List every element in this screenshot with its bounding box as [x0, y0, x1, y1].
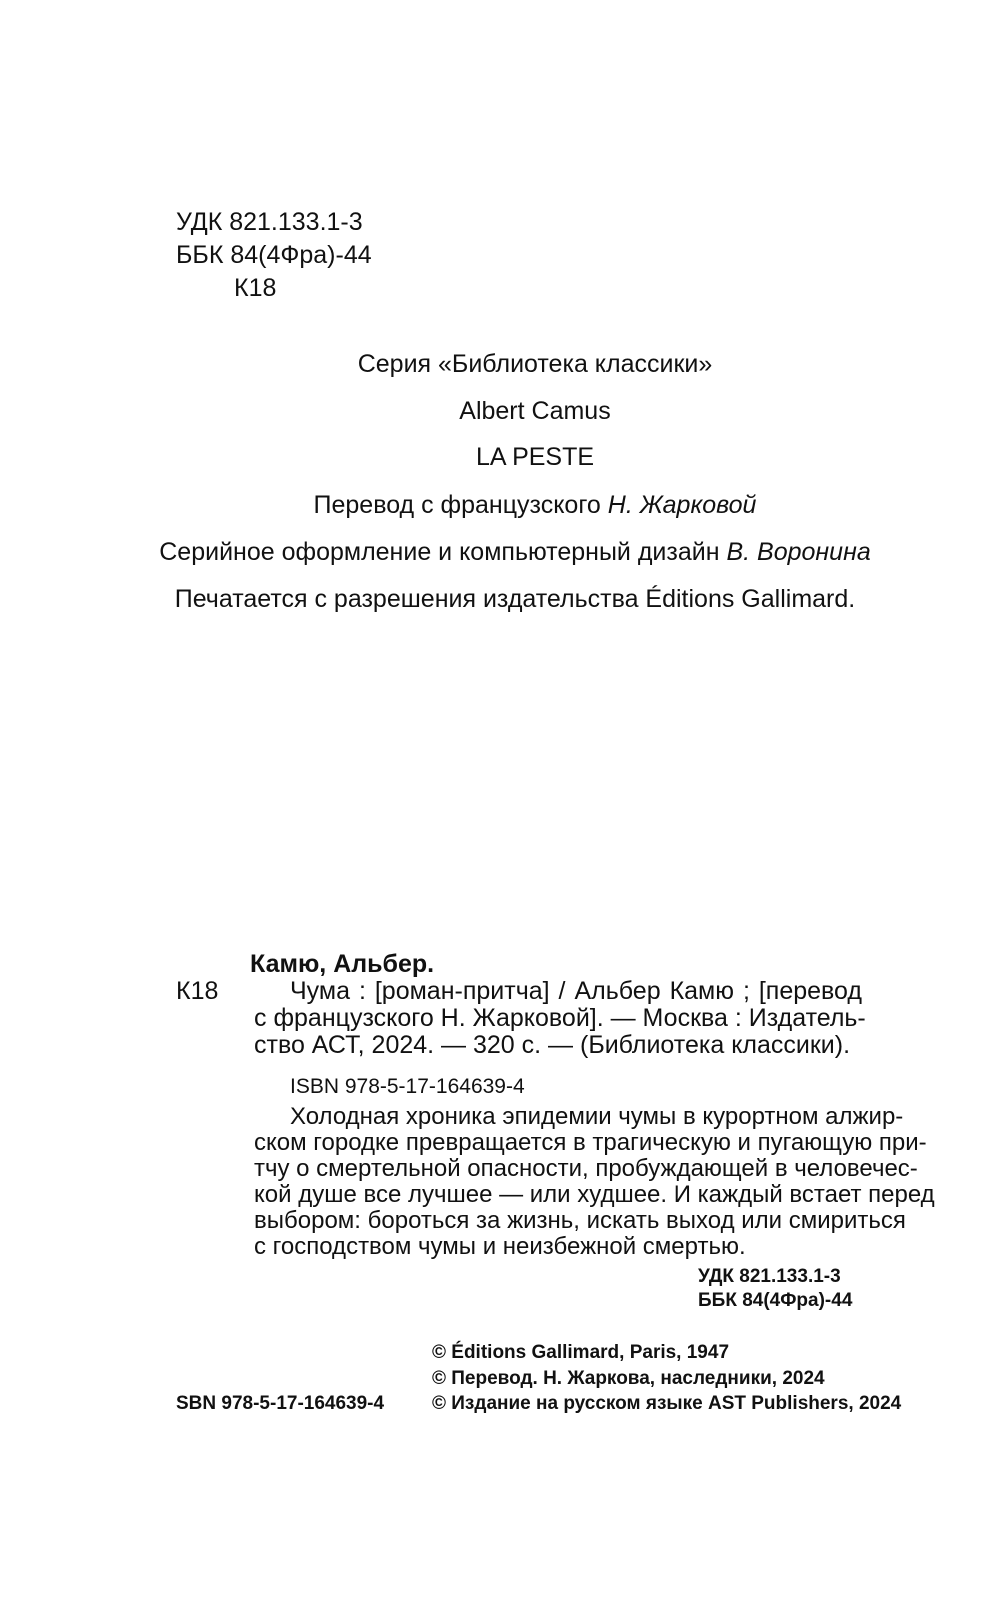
card-author-heading: Камю, Альбер.: [250, 950, 435, 978]
card-abstract-line: выбором: бороться за жизнь, искать выход или смириться: [254, 1207, 906, 1234]
card-abstract-line: кой душе все лучшее — или худшее. И каждый встает перед: [254, 1181, 935, 1208]
card-abstract-line: ском городке превращается в трагическую и пугающую при-: [254, 1129, 927, 1156]
copyright-line: © Перевод. Н. Жаркова, наследники, 2024: [432, 1368, 825, 1389]
card-abstract-line: Холодная хроника эпидемии чумы в курортном алжир-: [290, 1103, 904, 1130]
card-bbk: ББК 84(4Фра)-44: [698, 1290, 853, 1311]
original-author: Albert Camus: [459, 397, 611, 425]
original-title: LA PESTE: [475, 443, 595, 471]
translation-prefix: Перевод с французского: [313, 491, 608, 519]
translator-name: Н. Жарковой: [607, 491, 757, 519]
card-isbn: ISBN 978-5-17-164639-4: [290, 1075, 525, 1098]
card-description-line: с французского Н. Жарковой]. — Москва : Издатель-: [254, 1004, 866, 1032]
design-prefix: Серийное оформление и компьютерный дизайн: [159, 538, 727, 566]
udk-code: УДК 821.133.1-3: [176, 208, 363, 236]
card-abstract-line: с господством чумы и неизбежной смертью.: [254, 1233, 746, 1260]
footer-isbn: SBN 978-5-17-164639-4: [176, 1393, 385, 1414]
card-description-line: Чума : [роман-притча] / Альбер Камю ; [перевод: [290, 977, 862, 1005]
translation-credit: [0, 491, 1000, 520]
card-udk: УДК 821.133.1-3: [698, 1266, 841, 1287]
copyright-line: © Éditions Gallimard, Paris, 1947: [432, 1342, 730, 1363]
designer-name: В. Воронина: [726, 538, 871, 566]
author-mark: К18: [234, 274, 277, 302]
design-credit: [0, 538, 1000, 567]
card-abstract-line: тчу о смертельной опасности, пробуждающей в человечес-: [254, 1155, 918, 1182]
series-title: Серия «Библиотека классики»: [357, 350, 713, 378]
copyright-line: © Издание на русском языке AST Publishers, 2024: [432, 1393, 902, 1414]
bbk-code: ББК 84(4Фра)-44: [176, 241, 372, 269]
card-description-line: ство АСТ, 2024. — 320 с. — (Библиотека классики).: [254, 1031, 851, 1059]
permission-notice: Печатается с разрешения издательства Éditions Gallimard.: [174, 585, 856, 613]
card-author-mark: К18: [176, 977, 219, 1005]
